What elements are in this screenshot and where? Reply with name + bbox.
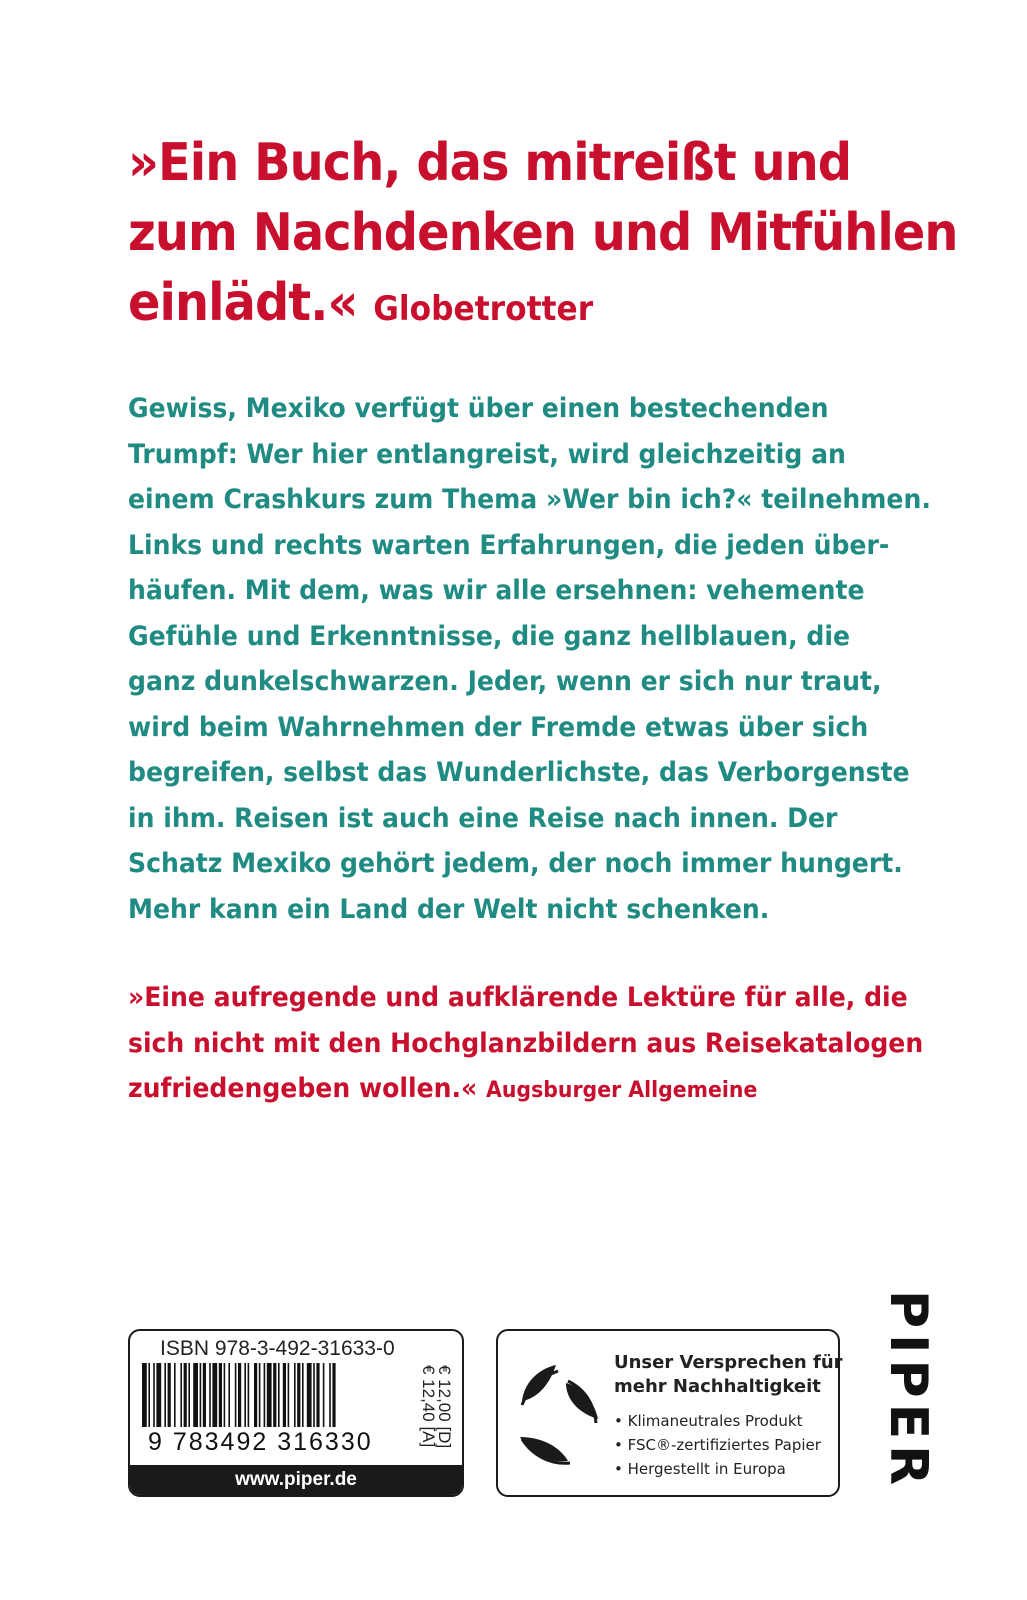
barcode bbox=[140, 1363, 410, 1427]
sustainability-title bbox=[614, 1351, 843, 1399]
quote-line: »Ein Buch, das mitreißt und bbox=[128, 133, 852, 193]
list-item: • Hergestellt in Europa bbox=[614, 1457, 821, 1481]
top-review-quote bbox=[128, 128, 958, 344]
quote-line: »Eine aufregende und aufklärende Lektüre für alle, die bbox=[128, 982, 908, 1013]
isbn-barcode-box bbox=[128, 1329, 464, 1497]
quote-line: zum Nachdenken und Mitfühlen bbox=[128, 203, 958, 263]
quote-line: einlädt.« bbox=[128, 273, 358, 333]
quote-line: zufriedengeben wollen.« bbox=[128, 1073, 478, 1104]
sustainability-box bbox=[496, 1329, 843, 1497]
blurb-line: häufen. Mit dem, was wir alle ersehnen: vehemente bbox=[128, 575, 865, 606]
publisher-url: www.piper.de bbox=[130, 1465, 462, 1495]
publisher-logo: PIPER bbox=[878, 1290, 938, 1492]
blurb-line: Gefühle und Erkenntnisse, die ganz hellblauen, die bbox=[128, 620, 851, 652]
blurb-line: in ihm. Reisen ist auch eine Reise nach innen. Der bbox=[128, 802, 838, 834]
book-blurb bbox=[128, 386, 931, 932]
blurb-line: Links und rechts warten Erfahrungen, die jeden über- bbox=[128, 529, 890, 561]
isbn-digits: 9 783492 316330 bbox=[148, 1428, 373, 1456]
quote-source: Globetrotter bbox=[373, 289, 594, 329]
sustainability-title-line: mehr Nachhaltigkeit bbox=[614, 1376, 821, 1397]
blurb-line: ganz dunkelschwarzen. Jeder, wenn er sich nur traut, bbox=[128, 666, 882, 697]
blurb-line: einem Crashkurs zum Thema »Wer bin ich?« teilnehmen. bbox=[128, 484, 931, 515]
blurb-line: wird beim Wahrnehmen der Fremde etwas über sich bbox=[128, 711, 869, 743]
bottom-review-quote bbox=[128, 975, 924, 1114]
price-block bbox=[419, 1365, 454, 1459]
price-austria: € 12,40 [A] bbox=[419, 1365, 438, 1448]
list-item: • FSC®-zertifiziertes Papier bbox=[614, 1433, 821, 1457]
list-item: • Klimaneutrales Produkt bbox=[614, 1409, 821, 1433]
quote-source: Augsburger Allgemeine bbox=[486, 1078, 758, 1103]
blurb-line: Mehr kann ein Land der Welt nicht schenken. bbox=[128, 893, 770, 925]
sustainability-title-line: Unser Versprechen für bbox=[614, 1352, 843, 1373]
isbn-label: ISBN 978-3-492-31633-0 bbox=[160, 1337, 395, 1360]
blurb-line: begreifen, selbst das Wunderlichste, das Verborgenste bbox=[128, 757, 910, 788]
leaf-cycle-icon bbox=[508, 1359, 604, 1469]
blurb-line: Gewiss, Mexiko verfügt über einen bestechenden bbox=[128, 393, 829, 424]
blurb-line: Trumpf: Wer hier entlangreist, wird gleichzeitig an bbox=[128, 438, 846, 470]
price-germany: € 12,00 [D] bbox=[435, 1365, 454, 1449]
sustainability-list bbox=[614, 1409, 821, 1481]
quote-line: sich nicht mit den Hochglanzbildern aus Reisekatalogen bbox=[128, 1027, 924, 1059]
blurb-line: Schatz Mexiko gehört jedem, der noch immer hungert. bbox=[128, 848, 903, 879]
